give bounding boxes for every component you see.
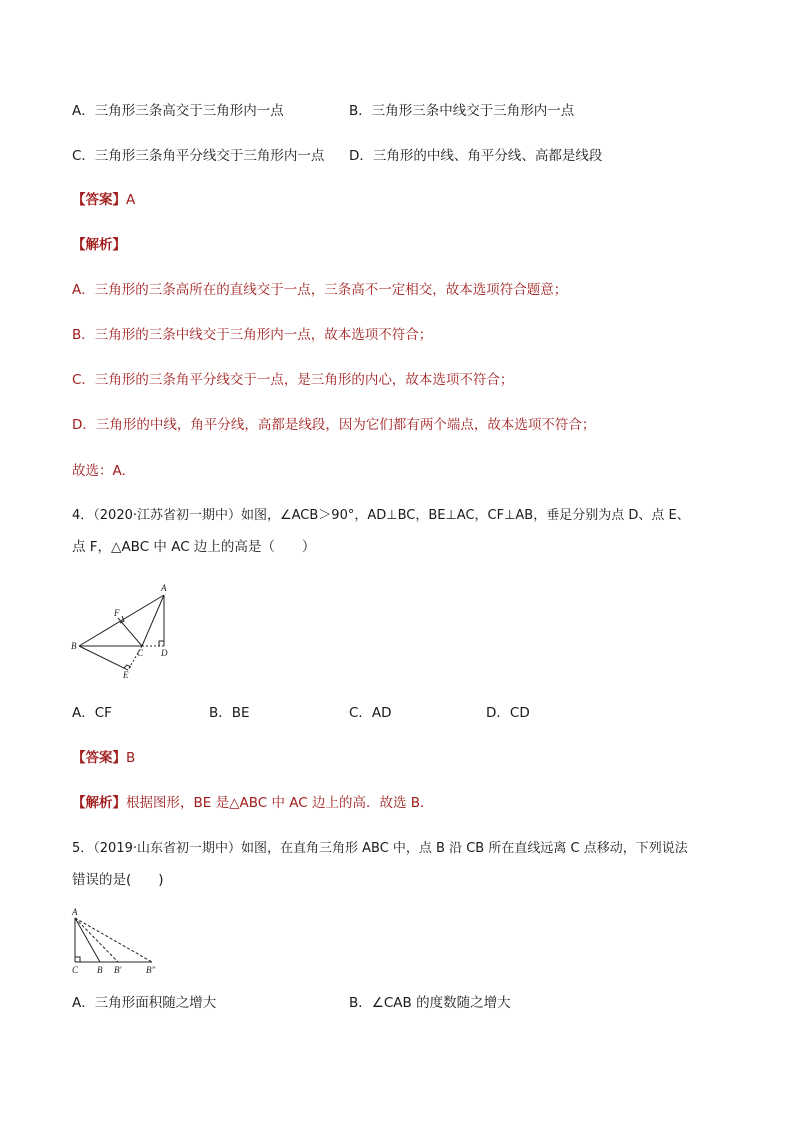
q3-option-a: A．三角形三条高交于三角形内一点 <box>72 103 284 119</box>
analysis-label: 【解析】 <box>72 795 126 811</box>
q3-conclusion: 故选：A. <box>72 463 126 479</box>
right-angle-d <box>159 641 164 646</box>
right-angle-f <box>120 616 124 623</box>
q5-option-b: B．∠CAB 的度数随之增大 <box>349 995 511 1011</box>
q3-answer <box>72 190 135 210</box>
label-a: A <box>161 583 167 593</box>
q4-analysis <box>72 793 434 813</box>
answer-value: B <box>126 750 136 766</box>
q3-option-d: D．三角形的中线、角平分线、高都是线段 <box>349 148 603 164</box>
label-b-prime: B′ <box>114 965 122 975</box>
q4-option-a: A．CF <box>72 705 112 721</box>
label-c: C <box>137 648 144 658</box>
q5-option-a: A．三角形面积随之增大 <box>72 995 217 1011</box>
analysis-text: 根据图形，BE 是△ABC 中 AC 边上的高．故选 B． <box>126 795 434 811</box>
q3-analysis-label: 【解析】 <box>72 237 126 253</box>
q4-option-d: D．CD <box>486 705 530 721</box>
answer-value: A <box>126 192 136 208</box>
segment-ab-double-prime <box>75 918 152 962</box>
q4-stem-line2: 点 F，△ABC 中 AC 边上的高是（ ） <box>72 539 316 555</box>
right-angle-c <box>75 957 80 962</box>
label-e: E <box>123 670 129 680</box>
segment-be <box>79 646 128 670</box>
q3-analysis-line-b: B．三角形的三条中线交于三角形内一点，故本选项不符合； <box>72 327 433 343</box>
q3-analysis-line-c: C．三角形的三条角平分线交于一点，是三角形的内心，故本选项不符合； <box>72 372 514 388</box>
q4-answer <box>72 748 135 768</box>
label-b-double-prime: B″ <box>146 965 156 975</box>
q4-option-b: B．BE <box>209 705 250 721</box>
q4-figure <box>66 580 186 680</box>
q4-option-c: C．AD <box>349 705 392 721</box>
answer-label: 【答案】 <box>72 192 126 208</box>
q3-option-c: C．三角形三条角平分线交于三角形内一点 <box>72 148 325 164</box>
q4-stem-line1: 4．（2020·江苏省初一期中）如图，∠ACB＞90°，AD⊥BC，BE⊥AC，CF⊥AB，垂足分别为点 D、点 E、 <box>72 508 690 523</box>
label-b: B <box>97 965 103 975</box>
q3-analysis-line-a: A．三角形的三条高所在的直线交于一点，三条高不一定相交，故本选项符合题意； <box>72 282 568 298</box>
segment-ca <box>142 595 164 646</box>
label-a: A <box>72 907 78 917</box>
q3-analysis-line-d: D．三角形的中线，角平分线，高都是线段，因为它们都有两个端点，故本选项不符合； <box>72 417 596 433</box>
label-f: F <box>114 608 120 618</box>
label-b: B <box>71 641 77 651</box>
segment-ba <box>79 595 164 646</box>
answer-label: 【答案】 <box>72 750 126 766</box>
q5-figure <box>66 905 166 977</box>
q3-option-b: B．三角形三条中线交于三角形内一点 <box>349 103 575 119</box>
q5-stem-line1: 5．（2019·山东省初一期中）如图，在直角三角形 ABC 中，点 B 沿 CB 所在直线远离 C 点移动，下列说法 <box>72 841 688 856</box>
label-c: C <box>72 965 79 975</box>
q5-stem-line2: 错误的是( ) <box>72 872 164 888</box>
label-d: D <box>161 648 168 658</box>
